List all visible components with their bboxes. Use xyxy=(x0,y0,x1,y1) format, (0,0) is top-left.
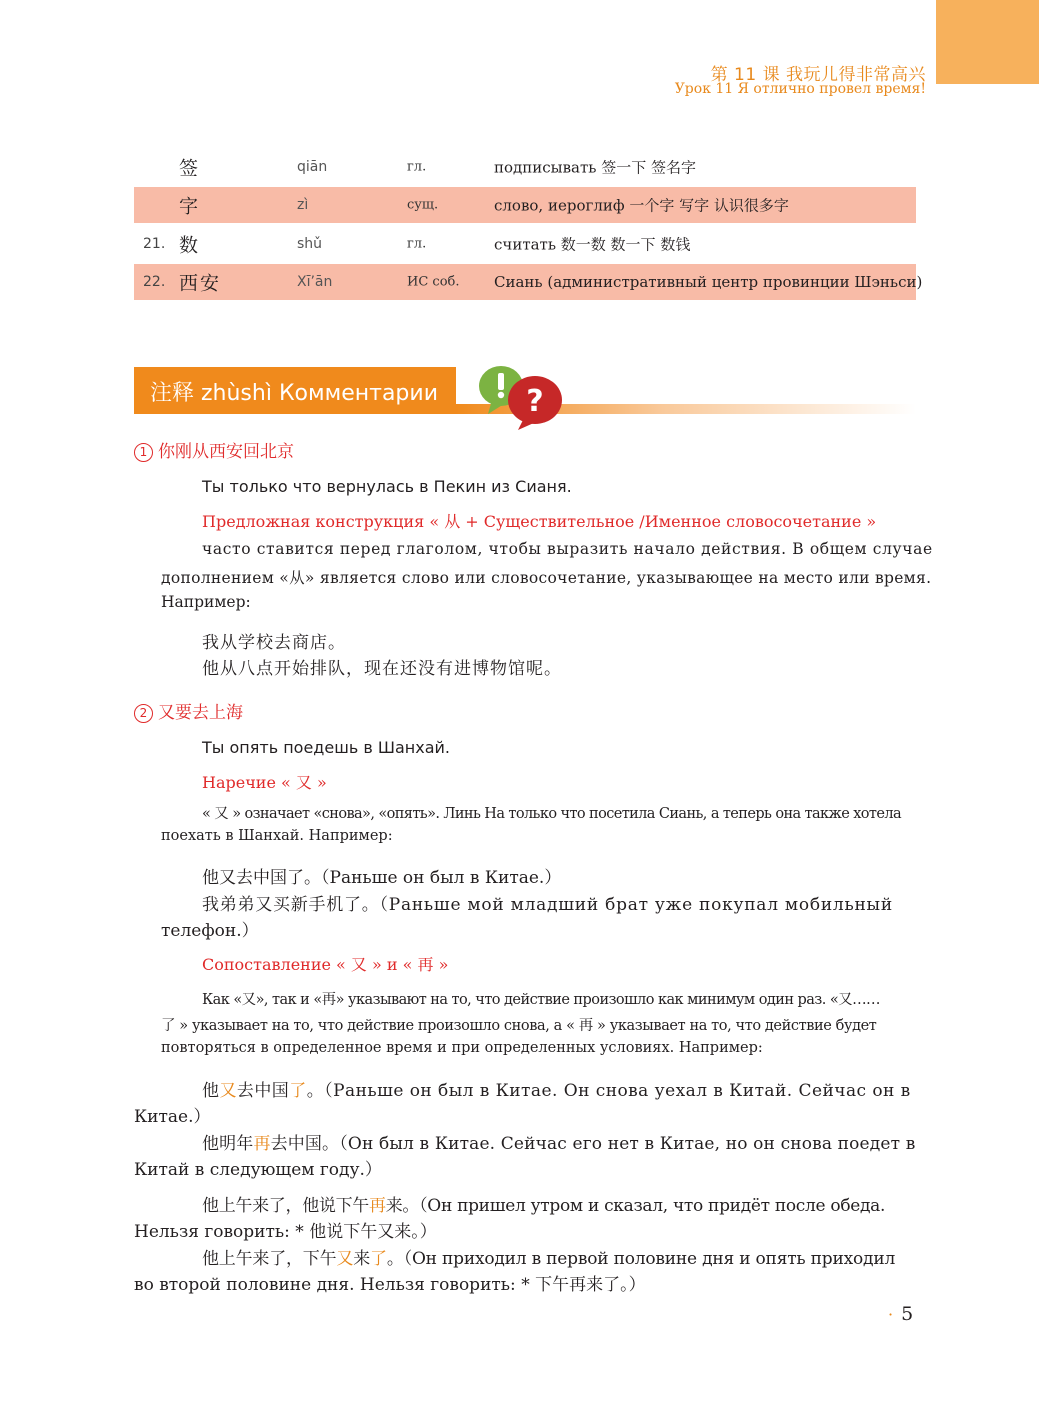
example-text: 他上午来了，下午 xyxy=(202,1249,337,1269)
note-1-paragraph-line: часто ставится перед глаголом, чтобы выразить начало действия. В общем случае xyxy=(202,540,933,558)
vocab-definition: Сиань (административный центр провинции Шэньси) xyxy=(494,273,923,291)
note-number-badge: 2 xyxy=(134,704,153,723)
comparison-example-2 xyxy=(202,1129,915,1154)
vocab-number: 21. xyxy=(143,236,166,252)
vocab-row xyxy=(134,187,916,223)
example-text: 。（Раньше он был в Китае. Он снова уехал в Китай. Сейчас он в xyxy=(306,1081,911,1101)
note-number-badge: 1 xyxy=(134,443,153,462)
comparison-example-4 xyxy=(202,1244,895,1269)
example-text: 来 xyxy=(353,1249,371,1269)
vocab-pos: сущ. xyxy=(407,197,439,213)
comparison-example-1 xyxy=(202,1076,911,1101)
vocab-pinyin: qiān xyxy=(297,159,328,175)
note-2-comparison-line: повторяться в определенное время и при определенных условиях. Например: xyxy=(161,1040,763,1056)
note-1-example: 我从学校去商店。 xyxy=(202,633,346,653)
comparison-example-1-continuation: Китае.） xyxy=(134,1107,211,1127)
header-lesson-ru: Урок 11 Я отлично провел время! xyxy=(674,81,926,97)
vocab-definition: слово, иероглиф 一个字 写字 认识很多字 xyxy=(494,196,789,215)
highlight-zai: 再 xyxy=(253,1134,271,1154)
comparison-example-3-continuation: Нельзя говорить: * 他说下午又来。） xyxy=(134,1222,437,1242)
note-2-rule-adverb: Наречие « 又 » xyxy=(202,773,327,792)
highlight-le: 了 xyxy=(370,1249,387,1269)
example-text: 他 xyxy=(202,1081,220,1101)
vocab-definition: считать 数一数 数一下 数钱 xyxy=(494,235,691,254)
note-2-description-line: « 又 » означает «снова», «опять». Линь На только что посетила Сиань, а теперь она также хотела xyxy=(202,806,901,822)
note-2-comparison-line: Как «又», так и «再» указывают на то, что действие произошло как минимум один раз. «又…… xyxy=(202,992,881,1008)
example-text: 他明年 xyxy=(202,1134,254,1154)
vocab-pinyin: zì xyxy=(297,197,309,213)
vocab-row xyxy=(134,226,916,262)
example-text: 去中国 xyxy=(236,1081,290,1101)
note-2-example-continuation: телефон.） xyxy=(161,921,259,941)
corner-tab xyxy=(936,0,1039,84)
vocab-hanzi: 字 xyxy=(179,195,201,218)
vocab-row xyxy=(134,264,923,300)
vocab-pinyin: shǔ xyxy=(297,236,323,252)
vocab-pos: гл. xyxy=(407,159,427,175)
note-1-paragraph-line: дополнением «从» является слово или словосочетание, указывающее на место или время. xyxy=(161,569,932,587)
vocab-hanzi: 数 xyxy=(179,234,201,257)
example-text: 去中国。（Он был в Китае. Сейчас его нет в Китае, но он снова поедет в xyxy=(270,1134,916,1154)
note-2-example: 我弟弟又买新手机了。（Раньше мой младший брат уже покупал мобильный xyxy=(202,895,893,915)
highlight-you: 又 xyxy=(219,1081,237,1101)
note-1-title xyxy=(134,437,294,462)
highlight-zai: 再 xyxy=(369,1196,386,1216)
section-banner xyxy=(134,367,456,414)
note-2-translation: Ты опять поедешь в Шанхай. xyxy=(202,738,451,757)
vocab-number: 22. xyxy=(143,274,166,290)
note-2-comparison-line: 了 » указывает на то, что действие произошло снова, а « 再 » указывает на то, что действие будет xyxy=(161,1018,877,1034)
note-2-title xyxy=(134,698,243,723)
vocab-pos: гл. xyxy=(407,236,427,252)
vocab-pinyin: Xī’ān xyxy=(297,274,333,290)
exclamation-question-icon xyxy=(474,362,566,432)
svg-text:?: ? xyxy=(526,384,544,419)
page-number-value: 5 xyxy=(901,1303,914,1325)
vocab-hanzi: 西安 xyxy=(179,272,222,295)
note-1-example: 他从八点开始排队，现在还没有进博物馆呢。 xyxy=(202,659,562,679)
vocab-hanzi: 签 xyxy=(179,157,201,180)
comparison-example-4-continuation: во второй половине дня. Нельзя говорить: * 下午再来了。） xyxy=(134,1275,646,1295)
comparison-example-3 xyxy=(202,1191,885,1216)
note-1-paragraph-line: Например: xyxy=(161,593,251,611)
comparison-example-2-continuation: Китай в следующем году.） xyxy=(134,1160,382,1180)
vocab-pos: ИС соб. xyxy=(407,274,460,290)
note-2-description-line: поехать в Шанхай. Например: xyxy=(161,828,393,844)
header-lesson-cn: 第 11 课 我玩儿得非常高兴 xyxy=(710,65,926,85)
example-text: 来。（Он пришел утром и сказал, что придёт после обеда. xyxy=(385,1196,886,1216)
page-number xyxy=(888,1303,913,1325)
vocab-row xyxy=(134,149,916,185)
note-2-example: 他又去中国了。（Раньше он был в Китае.） xyxy=(202,868,562,888)
note-1-translation: Ты только что вернулась в Пекин из Сианя. xyxy=(202,477,572,496)
example-text: 他上午来了，他说下午 xyxy=(202,1196,369,1216)
note-title-text: 又要去上海 xyxy=(158,703,243,723)
highlight-le: 了 xyxy=(289,1081,307,1101)
page-number-bullet: · xyxy=(888,1305,894,1324)
note-title-text: 你刚从西安回北京 xyxy=(158,442,294,462)
highlight-you: 又 xyxy=(336,1249,354,1269)
section-banner-title: 注释 zhùshì Комментарии xyxy=(150,381,438,406)
vocab-definition: подписывать 签一下 签名字 xyxy=(494,158,696,177)
note-2-rule-comparison: Сопоставление « 又 » и « 再 » xyxy=(202,955,449,974)
example-text: 。（Он приходил в первой половине дня и опять приходил xyxy=(386,1249,896,1269)
note-1-rule: Предложная конструкция « 从 + Существительное /Именное словосочетание » xyxy=(202,512,877,531)
